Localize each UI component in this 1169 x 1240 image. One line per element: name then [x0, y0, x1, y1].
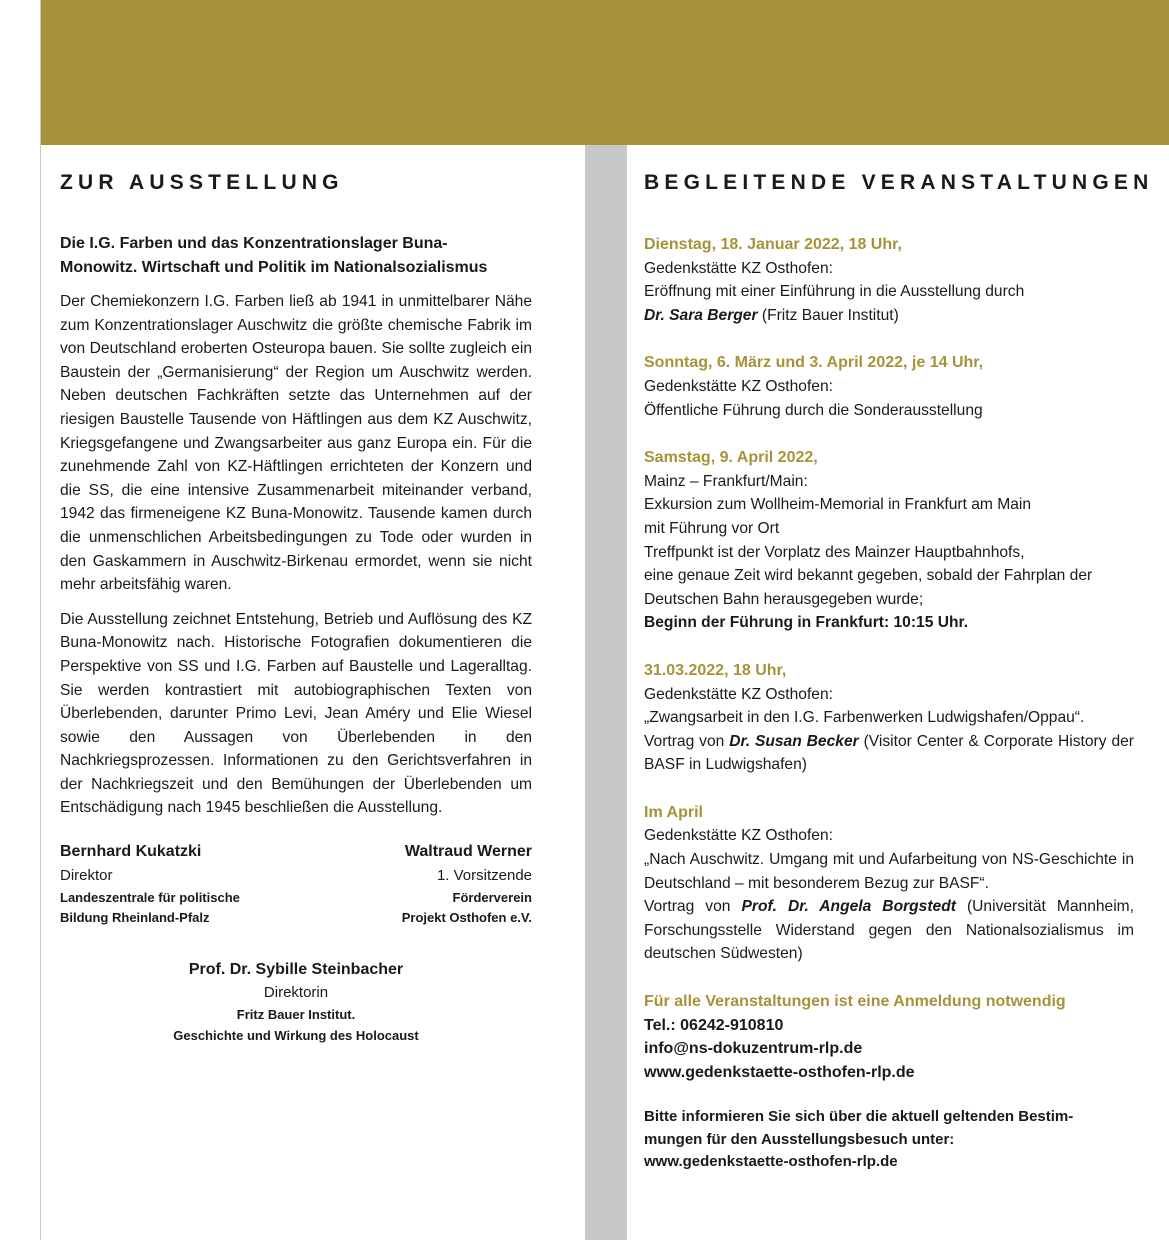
event-place: Gedenkstätte KZ Osthofen: — [644, 685, 833, 703]
event-text: Eröffnung mit einer Einführung in die Ausstellung durch — [644, 283, 1025, 301]
signature-org-line-1: Förderverein — [452, 890, 532, 906]
event-date: Dienstag, 18. Januar 2022, 18 Uhr, — [644, 236, 902, 253]
event-lecture-prefix: Vortrag von — [644, 732, 730, 750]
registration-note: Für alle Veranstaltungen ist eine Anmeldung notwendig — [644, 993, 1066, 1011]
signature-role: 1. Vorsitzende — [436, 867, 532, 885]
signature-org-line-2: Bildung Rheinland-Pfalz — [60, 910, 210, 926]
event-tour-start: Beginn der Führung in Frankfurt: 10:15 Uhr. — [644, 614, 969, 632]
exhibition-column — [60, 145, 532, 1046]
event-speaker: Dr. Susan Becker — [729, 732, 859, 750]
event-place: Mainz – Frankfurt/Main: — [644, 472, 808, 490]
signature-steinbacher — [60, 958, 532, 1046]
events-column — [644, 145, 1154, 1174]
info-line-1: Bitte informieren Sie sich über die aktuell geltenden Bestim- — [644, 1108, 1074, 1126]
event-date: Im April — [644, 803, 703, 821]
contact-email[interactable]: info@ns-dokuzentrum-rlp.de — [644, 1040, 863, 1058]
event-date: Sonntag, 6. März und 3. April 2022, je 14 Uhr, — [644, 354, 984, 372]
event-text-line: Exkursion zum Wollheim-Memorial in Frankfurt am Main — [644, 496, 1032, 514]
event-text-line: Deutschen Bahn herausgegeben wurde; — [644, 590, 924, 608]
contact-block — [644, 990, 1134, 1084]
event-title: „Nach Auschwitz. Umgang mit und Aufarbeitung von NS-Geschichte in Deutschland – mit besonderem Bezug zur BASF“. — [644, 851, 1134, 892]
signature-row — [60, 840, 532, 936]
event-speaker: Prof. Dr. Angela Borgstedt — [741, 898, 956, 916]
event-text: Öffentliche Führung durch die Sonderausstellung — [644, 401, 983, 419]
event-text-line: mit Führung vor Ort — [644, 519, 780, 537]
section-heading-events: BEGLEITENDE VERANSTALTUNGEN — [644, 171, 1154, 194]
signature-org-line-2: Geschichte und Wirkung des Holocaust — [173, 1028, 419, 1044]
event-item — [644, 801, 1134, 966]
exhibition-paragraph-2: Die Ausstellung zeichnet Entstehung, Betrieb und Auflösung des KZ Buna-Monowitz nach. Historische Fotografien dokumentieren die Perspektive von SS und I.G. Farben auf Baustelle und Lageralltag. Sie werden kontrastiert mit autobiographischen Texten von Überlebenden, darunter Primo Levi, Jean Améry und Elie Wiesel sowie den Aussagen von Überlebenden in den Nachkriegsprozessen. Informationen zu den Gerichtsverfahren in der Nachkriegszeit und den Bemühungen der Überlebenden um Entschädigung nach 1945 beschließen die Ausstellung. — [60, 610, 532, 817]
signature-kukatzki — [60, 840, 240, 928]
event-item — [644, 659, 1134, 777]
exhibition-title-line-1: Die I.G. Farben und das Konzentrationslager Buna- — [60, 235, 448, 252]
event-date: 31.03.2022, 18 Uhr, — [644, 661, 787, 679]
event-speaker-affiliation: (Universität Mannheim, Forschungsstelle Widerstand gegen den Nationalsozialismus im deutschen Südwesten) — [644, 898, 1135, 963]
info-line-2: mungen für den Ausstellungsbesuch unter: — [644, 1130, 955, 1148]
signature-werner — [402, 840, 532, 928]
signature-name: Waltraud Werner — [404, 843, 532, 861]
exhibition-paragraph-1: Der Chemiekonzern I.G. Farben ließ ab 1941 in unmittelbarer Nähe zum Konzentrationslager Auschwitz die größte chemische Fabrik im von Deutschland eroberten Osteuropa bauen. Sie sollte zugleich ein Baustein der „Germanisierung“ der Region um Auschwitz werden. Neben deutschen Fachkräften setzte das Unternehmen auf der riesigen Baustelle Tausende von Häftlingen aus dem KZ Auschwitz, Kriegsgefangene und Zwangsarbeiter aus ganz Europa ein. Für die zunehmende Zahl von KZ-Häftlingen errichteten der Konzern und die SS, die eine intensive Zusammenarbeit miteinander verband, 1942 das firmeneigene KZ Buna-Monowitz. Tausende kamen durch die unmenschlichen Arbeitsbedingungen zu Tode oder wurden in den Gaskammern in Auschwitz-Birkenau ermordet, wenn sie nicht mehr arbeitsfähig waren. — [60, 293, 532, 594]
event-title: „Zwangsarbeit in den I.G. Farbenwerken Ludwigshafen/Oppau“. — [644, 709, 1085, 727]
event-list — [644, 233, 1134, 966]
event-place: Gedenkstätte KZ Osthofen: — [644, 827, 833, 845]
signature-org-line-1: Fritz Bauer Institut. — [236, 1007, 356, 1023]
signature-role: Direktorin — [263, 984, 329, 1002]
event-item — [644, 446, 1134, 635]
column-gutter — [585, 145, 627, 1240]
event-speaker-affiliation: (Visitor Center & Corporate History der BASF in Ludwigshafen) — [644, 732, 1134, 774]
event-text-line: Treffpunkt ist der Vorplatz des Mainzer Hauptbahnhofs, — [644, 543, 1025, 561]
event-speaker: Dr. Sara Berger — [644, 306, 758, 324]
info-website-link[interactable]: www.gedenkstaette-osthofen-rlp.de — [644, 1153, 898, 1171]
event-place: Gedenkstätte KZ Osthofen: — [644, 259, 833, 277]
exhibition-title — [60, 232, 532, 280]
signature-name: Prof. Dr. Sybille Steinbacher — [188, 961, 404, 979]
event-item — [644, 351, 1134, 422]
contact-website[interactable]: www.gedenkstaette-osthofen-rlp.de — [644, 1063, 915, 1081]
header-color-band — [41, 0, 1169, 145]
signature-role: Direktor — [60, 867, 113, 885]
section-heading-exhibition: ZUR AUSSTELLUNG — [60, 171, 344, 194]
event-lecture-prefix: Vortrag von — [644, 898, 742, 916]
signature-org-line-1: Landeszentrale für politische — [60, 890, 240, 906]
info-note — [644, 1106, 1134, 1174]
event-place: Gedenkstätte KZ Osthofen: — [644, 377, 833, 395]
event-item — [644, 233, 1134, 327]
event-text-line: eine genaue Zeit wird bekannt gegeben, sobald der Fahrplan der — [644, 567, 1093, 585]
signature-org-line-2: Projekt Osthofen e.V. — [401, 910, 532, 926]
signature-name: Bernhard Kukatzki — [60, 843, 202, 861]
event-speaker-affiliation: (Fritz Bauer Institut) — [757, 306, 899, 324]
event-date: Samstag, 9. April 2022, — [644, 449, 818, 467]
left-margin-strip — [0, 0, 41, 1240]
contact-phone: Tel.: 06242-910810 — [644, 1016, 784, 1034]
exhibition-title-line-2: Monowitz. Wirtschaft und Politik im Nationalsozialismus — [60, 259, 488, 276]
